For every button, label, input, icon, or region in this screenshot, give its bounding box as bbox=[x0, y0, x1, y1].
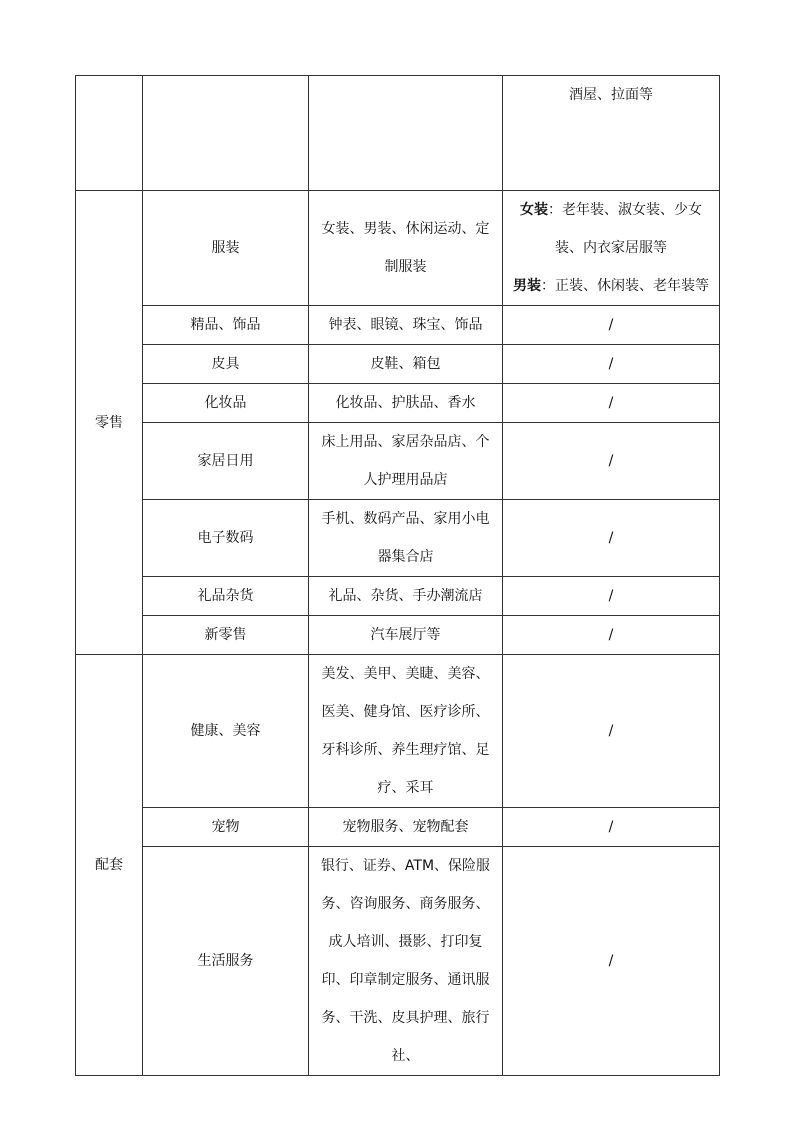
table-row bbox=[76, 808, 720, 847]
examples-cell: / bbox=[503, 423, 720, 500]
subcategory-cell: 宠物 bbox=[143, 808, 309, 847]
items-cell: 宠物服务、宠物配套 bbox=[309, 808, 503, 847]
subcategory-cell: 皮具 bbox=[143, 345, 309, 384]
examples-cell: / bbox=[503, 306, 720, 345]
subcategory-cell: 新零售 bbox=[143, 616, 309, 655]
table-row bbox=[76, 384, 720, 423]
items-cell: 手机、数码产品、家用小电器集合店 bbox=[309, 500, 503, 577]
table-row bbox=[76, 577, 720, 616]
table-row bbox=[76, 345, 720, 384]
examples-cell: / bbox=[503, 384, 720, 423]
table-row bbox=[76, 423, 720, 500]
items-cell: 女装、男装、休闲运动、定制服装 bbox=[309, 191, 503, 306]
items-cell-empty bbox=[309, 76, 503, 191]
subcategory-cell: 家居日用 bbox=[143, 423, 309, 500]
table-row bbox=[76, 616, 720, 655]
items-cell: 礼品、杂货、手办潮流店 bbox=[309, 577, 503, 616]
subcategory-cell: 精品、饰品 bbox=[143, 306, 309, 345]
business-category-table bbox=[75, 75, 720, 1076]
examples-cell: / bbox=[503, 577, 720, 616]
subcategory-cell: 礼品杂货 bbox=[143, 577, 309, 616]
label-men: 男装 bbox=[513, 278, 541, 294]
examples-cell: / bbox=[503, 616, 720, 655]
table-row bbox=[76, 500, 720, 577]
examples-cell: / bbox=[503, 847, 720, 1076]
subcategory-cell: 生活服务 bbox=[143, 847, 309, 1076]
table-row bbox=[76, 847, 720, 1076]
subcategory-cell: 电子数码 bbox=[143, 500, 309, 577]
table-row bbox=[76, 191, 720, 306]
subcategory-cell: 服装 bbox=[143, 191, 309, 306]
examples-cell bbox=[503, 191, 720, 306]
examples-cell: / bbox=[503, 808, 720, 847]
items-cell: 银行、证券、ATM、保险服务、咨询服务、商务服务、成人培训、摄影、打印复印、印章制定服务、通讯服务、干洗、皮具护理、旅行社、 bbox=[309, 847, 503, 1076]
category-cell-empty bbox=[76, 76, 143, 191]
table-row bbox=[76, 306, 720, 345]
examples-cell: / bbox=[503, 500, 720, 577]
subcategory-cell-empty bbox=[143, 76, 309, 191]
label-women: 女装 bbox=[520, 202, 548, 218]
examples-women: 女装：老年装、淑女装、少女装、内衣家居服等 bbox=[520, 202, 702, 256]
examples-men: 男装：正装、休闲装、老年装等 bbox=[513, 278, 709, 294]
examples-cell: 酒屋、拉面等 bbox=[503, 76, 720, 191]
examples-cell: / bbox=[503, 655, 720, 808]
items-cell: 汽车展厅等 bbox=[309, 616, 503, 655]
items-cell: 美发、美甲、美睫、美容、医美、健身馆、医疗诊所、牙科诊所、养生理疗馆、足疗、采耳 bbox=[309, 655, 503, 808]
items-cell: 钟表、眼镜、珠宝、饰品 bbox=[309, 306, 503, 345]
table-row-continuation bbox=[76, 76, 720, 191]
category-cell-retail: 零售 bbox=[76, 191, 143, 655]
examples-cell: / bbox=[503, 345, 720, 384]
subcategory-cell: 化妆品 bbox=[143, 384, 309, 423]
table-row bbox=[76, 655, 720, 808]
subcategory-cell: 健康、美容 bbox=[143, 655, 309, 808]
items-cell: 皮鞋、箱包 bbox=[309, 345, 503, 384]
items-cell: 化妆品、护肤品、香水 bbox=[309, 384, 503, 423]
items-cell: 床上用品、家居杂品店、个人护理用品店 bbox=[309, 423, 503, 500]
category-cell-support: 配套 bbox=[76, 655, 143, 1076]
